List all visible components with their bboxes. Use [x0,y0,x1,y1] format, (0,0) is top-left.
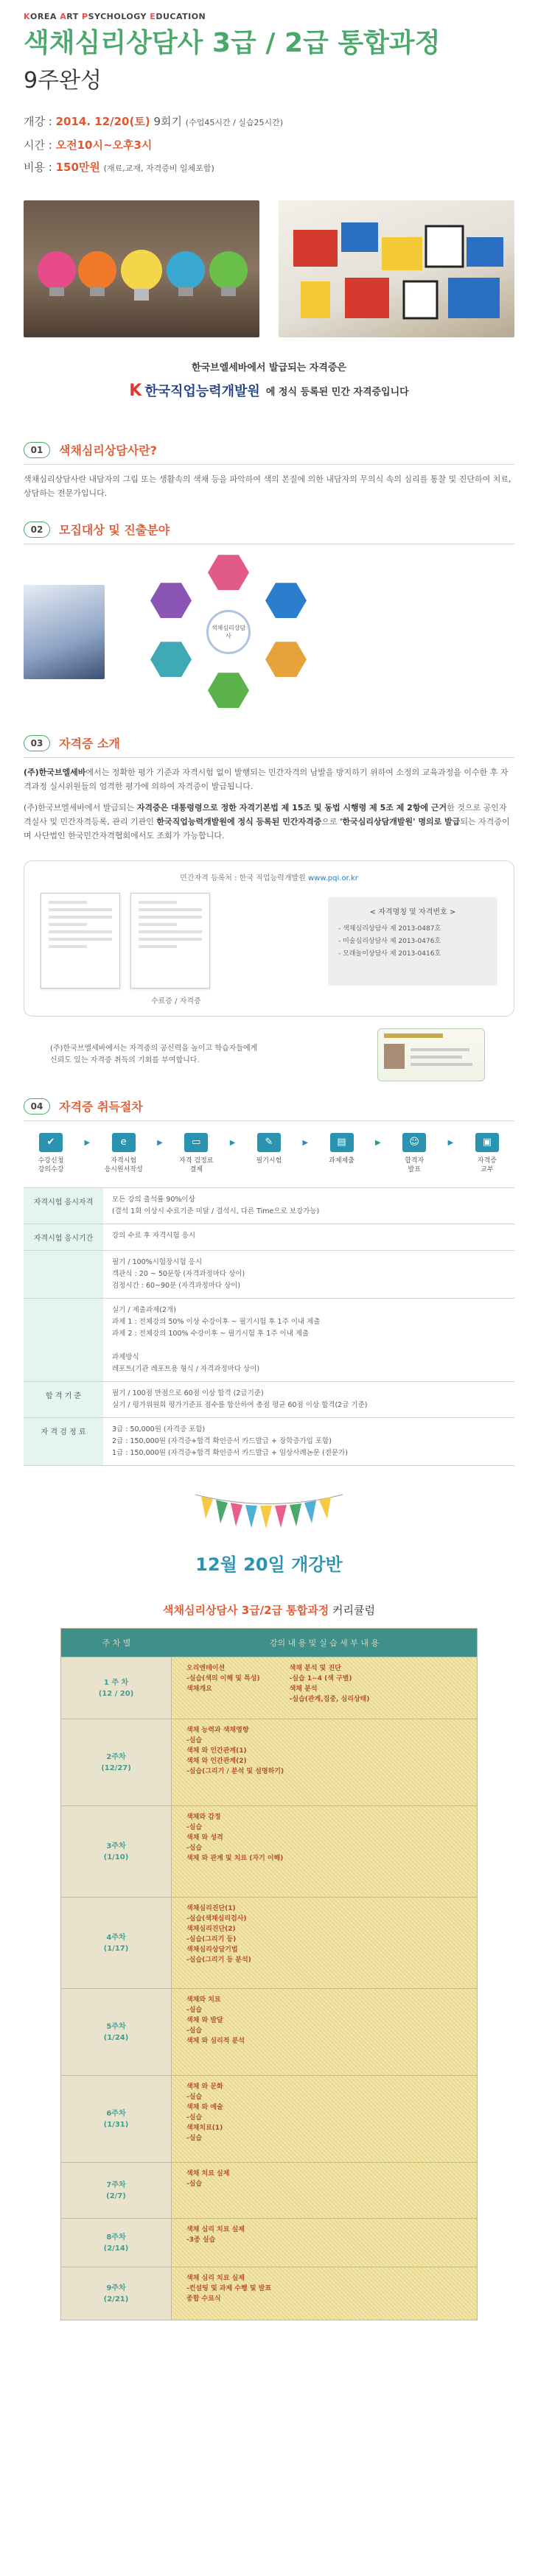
krivet-logo [129,381,260,400]
certificate-paragraph-2 [24,801,514,843]
section-title: 색채심리상담사란? [59,443,157,458]
curriculum-header [61,1629,477,1657]
step-payment [176,1133,216,1174]
certificate-caption: 수료증 / 자격증 [151,997,201,1006]
open-class-title: 12월 20일 개강반 [195,1554,343,1576]
paragraph-emphasis: '한국심리상담개발원' 명의로 발급 [340,817,461,827]
table-header-cell [24,1251,103,1298]
info-note: (수업45시간 / 실습25시간) [185,118,284,128]
info-label: 개강 : [24,115,52,129]
curriculum-week: 6주차 (1/31) [61,2076,172,2162]
section-certificate [24,734,514,1081]
info-value: 150만원 [55,161,100,175]
certificate-note-tail: 에 정식 등록된 민간 자격증입니다 [265,386,409,398]
hex-node [150,583,192,618]
target-content [24,555,514,709]
brand-text: OREA [30,12,60,21]
section-procedure [24,1098,514,1466]
table-cell: 실기 / 제출과제(2개) 과제 1 : 전체강의 50% 이상 수강이후 ~ 필기시험 후 1주 이내 제출 과제 2 : 전체강의 100% 수강이후 ~ 필기시험 후 1주 이내 제출 과제방식 레포트(기관 레포트용 형식 / 자격과정마다 상이) [112,1306,321,1374]
step-label: 자격시험 응시원서작성 [104,1157,143,1174]
table-cell: 3급 : 50,000원 (자격증 포함) 2급 : 150,000원 (자격증+합격 확인증서 카드발급 + 장학증가입 포함) 1급 : 150,000원 (자격증+합격 확인증서 카드발급 + 임상사례논문 (전문가) [112,1425,348,1458]
curriculum-content: 색채 심리 치료 실제 -3종 실습 [186,2226,245,2245]
paragraph-emphasis: 한국직업능력개발원에 정식 등록된 민간자격증 [156,817,322,827]
paper-icon: ▤ [330,1133,354,1152]
section-header [24,734,514,758]
brand-text: DUCATION [156,12,206,21]
curriculum-content: 색채 분석 및 진단 -실습 1~4 (색 구별) 색채 분석 -실습(관계,집중, 심리상태) [289,1665,370,1704]
requirement-table [24,1187,514,1466]
step-label: 필기시험 [256,1157,282,1165]
registration-box-title: < 자격명칭 및 자격번호 > [369,908,456,917]
section-number: 04 [24,1098,50,1115]
course-info [24,110,514,180]
paragraph-text: 으로 [321,817,340,827]
counseling-photo [24,585,105,679]
curriculum-row [61,2075,477,2162]
step-label: 자격 검정료 결제 [179,1157,214,1174]
paragraph-text: 한 것으로 공인자격실사 및 민간자격등록, 관리 기관인 [24,803,507,827]
curriculum-content: 오리엔테이션 -실습(색의 이해 및 특성) 색채개요 [186,1665,260,1694]
brand-initial: P [82,12,88,21]
lightbulbs-photo [24,200,259,337]
krivet-logo-text: 한국직업능력개발원 [144,384,260,400]
registration-link[interactable]: www.pqi.or.kr [308,874,358,883]
id-card-text-line: 신뢰도 있는 자격증 취득의 기회를 부여합니다. [50,1056,200,1065]
table-row [24,1299,514,1382]
curriculum-row [61,1988,477,2075]
certificate-box [24,860,514,1017]
info-open-row [24,110,514,134]
section-title: 자격증 소개 [59,737,120,751]
arrow-icon: ▶ [157,1139,163,1148]
table-cell: 강의 수료 후 자격시험 응시 [112,1232,196,1240]
pencil-icon: ✎ [257,1133,281,1152]
curriculum-content: 색채 능력과 색채영향 -실습 색채 와 인간관계(1) 색채 와 인간관계(2) -실습(그리기 / 분석 및 설명하기) [186,1727,284,1776]
step-label: 수강신청 강의수강 [38,1157,64,1174]
step-label: 과제제출 [329,1157,354,1165]
certificate-paragraph-1 [24,765,514,793]
table-row [24,1224,514,1251]
paragraph-emphasis: 자격증은 대통령령으로 정한 자격기본법 제 15조 및 동법 시행령 제 5조 제 2항에 근거 [136,803,447,813]
certificate-images [41,893,210,989]
classroom-photo [279,200,514,337]
info-label: 비용 : [24,161,52,175]
curriculum-content: 색채 와 문화 -실습 색채 와 예술 -실습 색채치료(1) -실습 [186,2083,223,2143]
hex-node [208,555,249,590]
section-number: 02 [24,522,50,538]
info-time-row [24,134,514,156]
step-announcement [394,1133,434,1174]
table-row [24,1418,514,1466]
curriculum-week: 8주차 (2/14) [61,2219,172,2267]
section-header [24,521,514,544]
curriculum-content: 색채와 치료 -실습 색채 와 발달 -실습 색채 와 심리적 분석 [186,1996,245,2046]
curriculum-content: 색채와 감정 -실습 색채 와 성격 -실습 색채 와 관계 및 치료 (자기 이해) [186,1814,284,1863]
curriculum-header-content: 강의 내 용 및 실 습 세 부 내 용 [269,1638,380,1649]
registration-line [41,871,497,882]
company-name: (주)한국브엘세바 [24,768,86,778]
curriculum-row [61,1805,477,1897]
career-diagram [140,555,317,709]
curriculum-title-suffix: 커리큘럼 [329,1604,375,1618]
curriculum-row [61,2162,477,2218]
curriculum-row [61,1719,477,1805]
table-cell: 모든 강의 출석률 90%이상 (결석 1회 이상시 수료기준 미달 / 결석시, 다른 Time으로 보강가능) [112,1196,320,1216]
table-cell: 필기 / 100점 만점으로 60점 이상 합격 (2급기준) 실기 / 평가위원회 평가기준표 점수를 합산하여 총점 평균 60점 이상 합격(2급 기준) [112,1389,368,1410]
curriculum-title [0,1602,538,1618]
section-number: 01 [24,442,50,458]
hex-node [265,583,307,618]
career-diagram-center: 색채심리상담사 [206,610,251,654]
curriculum-week: 2주차 (12/27) [61,1719,172,1805]
certificate-icon: ▣ [475,1133,499,1152]
bunting-decoration [0,1491,538,1535]
section-title: 자격증 취득절차 [59,1100,143,1115]
table-header-cell [24,1299,103,1381]
curriculum-week: 9주차 (2/21) [61,2267,172,2320]
krivet-logo-mark: K [129,381,142,400]
step-label: 합격자 발표 [405,1157,425,1174]
photo-row [24,200,514,337]
registration-item: - 미술심리상담사 제 2013-0476호 [338,938,441,946]
procedure-steps [24,1133,514,1174]
table-cell: 필기 / 100%시험장시험 응시 객관식 : 20 ~ 50문항 (자격과정마다 상이) 검정시간 : 60~90분 (자격과정마다 상이) [112,1258,245,1291]
registration-item: - 모래놀이상담사 제 2013-0416호 [338,950,441,958]
curriculum-table [60,1628,478,2320]
curriculum-week: 3주차 (1/10) [61,1806,172,1897]
id-card-text-line: (주)한국브엘세바에서는 자격증의 공신력을 높이고 학습자들에게 [50,1045,258,1053]
completion-certificate-image [41,893,120,989]
step-register [31,1133,71,1174]
page-title: 색채심리상담사 3급 / 2급 통합과정 [24,28,441,58]
table-header-cell: 자격시험 응시자격 [24,1188,103,1224]
brand-text: RT [66,12,83,21]
table-header-cell: 자격시험 응시기간 [24,1224,103,1250]
info-value: 2014. 12/20(토) [55,115,150,129]
card-icon: ▭ [184,1133,208,1152]
section-header [24,441,514,465]
curriculum-week: 4주차 (1/17) [61,1898,172,1988]
certificate-note-row [0,381,538,400]
curriculum-row [61,1657,477,1719]
arrow-icon: ▶ [375,1139,381,1148]
section-header [24,1098,514,1121]
arrow-icon: ▶ [302,1139,309,1148]
info-label: 시간 : [24,138,52,152]
monitor-check-icon: ✔ [39,1133,63,1152]
brand-line [24,12,514,21]
document-e-icon: e [112,1133,136,1152]
paragraph-text: 되는 자격증이며 사단법인 한국민간자격협회에서도 조회가 가능합니다. [24,817,510,841]
table-row [24,1382,514,1418]
curriculum-week: 7주차 (2/7) [61,2163,172,2218]
certificate-note [0,359,538,400]
curriculum-content: 색채 심리 치료 실제 -컨설팅 및 과제 수행 및 발표 종합 수료식 [186,2275,272,2303]
brand-initial: E [150,12,156,21]
brand-initial: K [24,12,31,21]
section-target [24,521,514,709]
step-issue [467,1133,507,1174]
step-application [104,1133,144,1174]
people-icon: ☺ [402,1133,426,1152]
registration-box [328,897,497,986]
curriculum-header-week: 주 차 별 [102,1638,131,1649]
hex-node [208,673,249,708]
step-assignment [322,1133,362,1174]
curriculum-week: 5주차 (1/24) [61,1989,172,2075]
certificate-content [41,893,497,989]
brand-text: SYCHOLOGY [88,12,150,21]
info-fee-row [24,156,514,180]
arrow-icon: ▶ [84,1139,91,1148]
page-subtitle: 9주완성 [24,68,102,94]
info-note: (재료,교재, 자격증비 일체포함) [103,164,214,174]
curriculum-row [61,1897,477,1988]
table-row [24,1251,514,1299]
certificate-note-line: 한국브엘세바에서 발급되는 자격증은 [192,362,346,374]
info-value: 오전10시~오후3시 [55,138,153,152]
id-card-row [24,1028,514,1081]
brand-initial: A [60,12,67,21]
table-header-cell: 자 격 검 정 료 [24,1418,103,1465]
table-row [24,1188,514,1224]
hex-node [265,642,307,677]
curriculum-content: 색채 치료 실제 -실습 [186,2170,230,2189]
header [0,0,538,180]
section-number: 03 [24,735,50,751]
registration-item: - 색채심리상담사 제 2013-0487호 [338,925,441,933]
info-tail: 9회기 [153,115,183,129]
section-what-is [24,441,514,500]
section-text: 색채심리상담사란 내담자의 그림 또는 생활속의 색채 등을 파악하여 색의 본질에 의한 내담자의 무의식 속의 심리를 통찰 및 진단하여 치료, 상담하는 전문가입니다. [24,474,511,499]
paragraph-text: (주)한국브엘세바에서 발급되는 [24,803,137,813]
step-written-exam [249,1133,289,1174]
curriculum-title-course: 색채심리상담사 3급/2급 통합과정 [163,1604,329,1618]
step-label: 자격증 교부 [477,1157,497,1174]
paragraph-text: 에서는 정확한 평가 기준과 자격시험 없이 발행되는 민간자격의 남발을 방지하기 위하여 소정의 교육과정을 이수한 후 자격과정 실시위원들의 엄격한 평가에 의하여 자격증이 발급됩니다. [24,768,509,792]
curriculum-week: 1 주 차 (12 / 20) [61,1657,172,1719]
qualification-certificate-image [130,893,210,989]
section-title: 모집대상 및 진출분야 [59,523,170,538]
arrow-icon: ▶ [447,1139,454,1148]
curriculum-row [61,2267,477,2320]
id-card-image [377,1028,485,1081]
registration-text: 민간자격 등록처 : 한국 직업능력개발원 [180,874,306,883]
id-card-text [50,1043,257,1067]
arrow-icon: ▶ [229,1139,236,1148]
table-header-cell: 합 격 기 준 [24,1382,103,1417]
curriculum-row [61,2218,477,2267]
hex-node [150,642,192,677]
curriculum-content: 색채심리진단(1) -실습(색채심리검사) 색채심리진단(2) -실습(그리기 등) 색채심리상담기법 -실습(그리기 등 분석) [186,1905,251,1965]
